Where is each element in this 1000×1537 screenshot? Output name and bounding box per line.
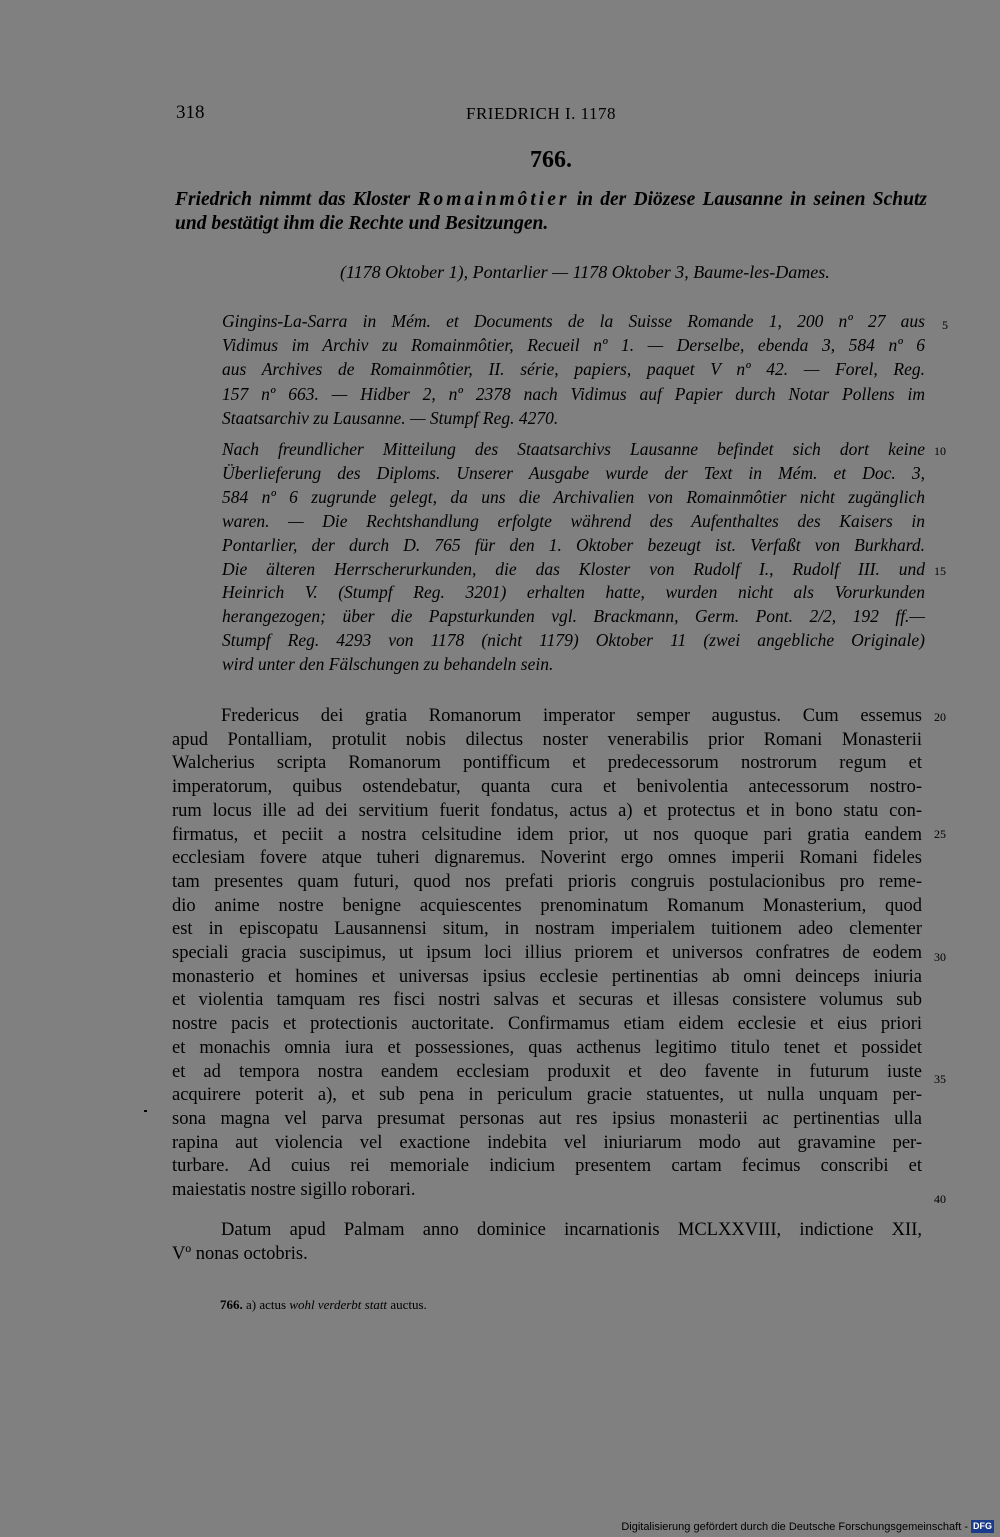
text-line: est in episcopatu Lausannensi situm, in nostram imperialem tuitionem adeo clementer xyxy=(172,919,922,940)
footnote-rest: auctus. xyxy=(390,1297,427,1312)
margin-line-number: 5 xyxy=(942,318,948,332)
source-line: Staatsarchiv zu Lausanne. — Stumpf Reg. 4270. xyxy=(222,407,559,428)
dateline: (1178 Oktober 1), Pontarlier — 1178 Oktober 3, Baume-les-Dames. xyxy=(340,262,830,282)
regest-summary xyxy=(175,188,927,236)
text-line: tam presentes quam futuri, quod nos prefati prioris congruis postulacionibus pro reme- xyxy=(172,871,922,892)
margin-line-number: 40 xyxy=(934,1192,946,1206)
datum-line: Vº nonas octobris. xyxy=(172,1244,308,1264)
source-line: Gingins-La-Sarra in Mém. et Documents de la Suisse Romande 1, 200 nº 27 aus xyxy=(222,311,925,331)
commentary-line: Pontarlier, der durch D. 765 für den 1. Oktober bezeugt ist. Verfaßt von Burkhard. xyxy=(222,534,925,555)
text-line: turbare. Ad cuius rei memoriale indicium presentem cartam fecimus conscribi et xyxy=(172,1156,922,1177)
text-line: rum locus ille ad dei servitium fuerit fondatus, actus a) et protectus et in bono statu con- xyxy=(172,800,922,821)
text-line: firmatus, et peciit a nostra celsitudine idem prior, ut nos quoque pari gratia eandem xyxy=(172,824,922,845)
commentary-line: Stumpf Reg. 4293 von 1178 (nicht 1179) Oktober 11 (zwei angebliche Originale) xyxy=(222,630,925,651)
source-line: 157 nº 663. — Hidber 2, nº 2378 nach Vidimus auf Papier durch Notar Pollens im xyxy=(222,383,925,404)
text-line: et monachis omnia iura et possessiones, quas acthenus legitimo titulo tenet et possidet xyxy=(172,1037,922,1058)
commentary-line: Überlieferung des Diploms. Unserer Ausgabe wurde der Text in Mém. et Doc. 3, xyxy=(222,462,925,483)
commentary-line: wird unter den Fälschungen zu behandeln sein. xyxy=(222,654,554,675)
source-line: aus Archives de Romainmôtier, II. série, papiers, paquet V nº 42. — Forel, Reg. xyxy=(222,359,925,380)
margin-line-number: 20 xyxy=(934,710,946,724)
commentary-line: herangezogen; über die Papsturkunden vgl. Brackmann, Germ. Pont. 2/2, 192 ff.— xyxy=(222,606,925,627)
footnote xyxy=(220,1297,427,1313)
text-line: et violentia tamquam res fisci nostri salvas et securas et illesas consistere volumus sub xyxy=(172,990,922,1011)
footnote-italic: wohl verderbt statt xyxy=(289,1297,388,1312)
document-number: 766. xyxy=(530,147,572,173)
text-line: apud Pontalliam, protulit nobis dilectus noster venerabilis prior Romani Monasterii xyxy=(172,729,922,750)
commentary-line: Nach freundlicher Mitteilung des Staatsarchivs Lausanne befindet sich dort keine xyxy=(222,439,925,459)
margin-line-number: 10 xyxy=(934,444,946,458)
credit-text: Digitalisierung gefördert durch die Deutsche Forschungsgemeinschaft - xyxy=(621,1520,968,1533)
text-line: dio anime nostre benigne acquiescentes prenominatum Romanum Monasterium, quod xyxy=(172,895,922,916)
margin-line-number: 30 xyxy=(934,950,946,964)
footnote-number: 766. xyxy=(220,1297,243,1312)
text-line: acquirere poterit a), et sub pena in periculum gracie statuentes, ut nulla unquam per- xyxy=(172,1085,922,1106)
commentary-line: 584 nº 6 zugrunde gelegt, da uns die Archivalien von Romainmôtier nicht zugänglich xyxy=(222,486,925,507)
margin-line-number: 25 xyxy=(934,827,946,841)
margin-line-number: 35 xyxy=(934,1072,946,1086)
text-line: maiestatis nostre sigillo roborari. xyxy=(172,1180,416,1200)
datum-line: Datum apud Palmam anno dominice incarnationis MCLXXVIII, indictione XII, xyxy=(221,1220,922,1240)
dfg-logo: DFG xyxy=(973,1521,992,1531)
summary-text-2: in der Diözese Lausanne in seinen Schutz und bestätigt ihm die Rechte und Besitzungen. xyxy=(175,189,927,234)
text-line: monasterio et homines et universas ipsius ecclesie pertinentias ab omni deinceps iniuria xyxy=(172,966,922,987)
summary-place: Romainmôtier xyxy=(417,189,570,210)
summary-text-1: Friedrich nimmt das Kloster xyxy=(175,189,418,210)
commentary-line: Heinrich V. (Stumpf Reg. 3201) erhalten hatte, wurden nicht als Vorurkunden xyxy=(222,582,925,603)
text-line: Walcherius scripta Romanorum pontifficum et predecessorum nostrorum regum et xyxy=(172,753,922,774)
text-line: sona magna vel parva presumat personas aut res ipsius monasterii ac pertinentias ulla xyxy=(172,1108,922,1129)
text-line: speciali gracia suscipimus, ut ipsum loci illius priorem et universos confratres de eodem xyxy=(172,943,922,963)
text-line: rapina aut violencia vel exactione indebita vel iniuriarum modo aut gravamine per- xyxy=(172,1132,922,1153)
text-line: ecclesiam fovere atque tuheri dignaremus. Noverint ergo omnes imperii Romani fideles xyxy=(172,848,922,869)
digitization-credit xyxy=(621,1520,994,1533)
commentary-line: Die älteren Herrscherurkunden, die das Kloster von Rudolf I., Rudolf III. und xyxy=(222,558,925,579)
stray-mark xyxy=(144,1110,147,1112)
text-line: Fredericus dei gratia Romanorum imperator semper augustus. Cum essemus xyxy=(221,706,922,726)
running-title: FRIEDRICH I. 1178 xyxy=(466,104,617,123)
text-line: nostre pacis et protectionis auctoritate. Confirmamus etiam eidem ecclesie et eius priori xyxy=(172,1014,922,1035)
footnote-label: a) actus xyxy=(246,1297,287,1312)
text-line: imperatorum, quibus ostendebatur, quanta cura et benivolentia antecessorum nostro- xyxy=(172,777,922,798)
page-number: 318 xyxy=(176,102,205,123)
commentary-line: waren. — Die Rechtshandlung erfolgte während des Aufenthaltes des Kaisers in xyxy=(222,510,925,531)
text-line: et ad tempora nostra eandem ecclesiam produxit et deo favente in futurum iuste xyxy=(172,1061,922,1082)
source-line: Vidimus im Archiv zu Romainmôtier, Recueil nº 1. — Derselbe, ebenda 3, 584 nº 6 xyxy=(222,335,925,356)
margin-line-number: 15 xyxy=(934,564,946,578)
